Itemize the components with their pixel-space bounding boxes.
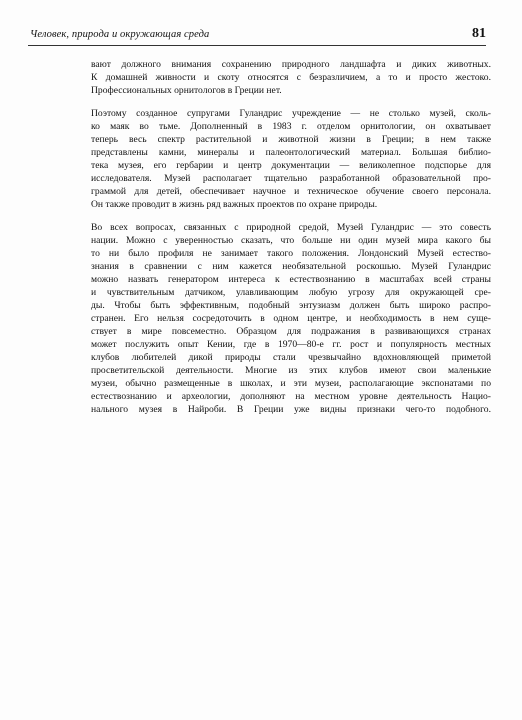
paragraph: [91, 58, 491, 97]
text-line: естествознанию и археологии, дополняют на местном уровне деятельность Нацио-: [91, 391, 491, 403]
text-line: клубов любителей дикой природы стали чрезвычайно вдохновляющей приметой: [91, 351, 491, 363]
page-number: 81: [472, 26, 486, 41]
text-line: Во всех вопросах, связанных с природной средой, Музей Гуландрис — это совесть: [91, 221, 491, 233]
paragraph: [91, 221, 491, 417]
text-line: теперь весь спектр растительной и животной жизни в Греции; в нем также: [91, 133, 491, 145]
text-line: и чувствительным датчиком, улавливающим любую угрозу для окружающей сре-: [91, 286, 491, 298]
text-line: исследователя. Музей располагает тщательно разработанной образовательной про-: [91, 172, 491, 184]
header-title: Человек, природа и окружающая среда: [30, 29, 210, 40]
text-line: Профессиональных орнитологов в Греции нет.: [91, 85, 282, 97]
text-line: тека музея, его гербарии и центр документации — великолепное подспорье для: [91, 159, 491, 171]
text-line: К домашней живности и скоту относятся с безразличием, а то и просто жестоко.: [91, 72, 491, 84]
text-line: музеи, обычно размещенные в школах, и эти музеи, располагающие экспонатами по: [91, 378, 491, 390]
text-line: ды. Чтобы быть эффективным, подобный энтузиазм должен быть широко распро-: [91, 299, 491, 311]
body-text: [91, 58, 491, 426]
text-line: то ни было профиля не занимает такого положения. Лондонский Музей естество-: [91, 247, 491, 259]
text-line: Поэтому созданное супругами Гуландрис учреждение — не столько музей, сколь-: [91, 107, 491, 119]
text-line: граммой для детей, обеспечивает научное и техническое обучение своего персонала.: [91, 185, 491, 197]
paragraph: [91, 107, 491, 211]
text-line: может послужить опыт Кении, где в 1970—80-е гг. рост и популярность местных: [91, 338, 491, 350]
text-line: странен. Его нельзя сосредоточить в одном центре, и необходимость в нем суще-: [91, 312, 491, 324]
text-line: ко маяк во тьме. Дополненный в 1983 г. отделом орнитологии, он охватывает: [91, 120, 491, 132]
text-line: знания в сравнении с ним кажется необязательной роскошью. Музей Гуландрис: [91, 260, 491, 272]
text-line: нального музея в Найроби. В Греции уже видны признаки чего-то подобного.: [91, 404, 491, 416]
text-line: просветительской деятельности. Многие из этих клубов имеют свои маленькие: [91, 365, 491, 377]
running-header: [28, 27, 486, 46]
text-line: представлены камни, минералы и палеонтологический материал. Большая библио-: [91, 146, 491, 158]
text-line: нации. Можно с уверенностью сказать, что больше ни один музей мира какого бы: [91, 234, 491, 246]
text-line: ствует в мире повсеместно. Образцом для подражания в развивающихся странах: [91, 325, 491, 337]
text-line: Он также проводит в жизнь ряд важных проектов по охране природы.: [91, 198, 378, 210]
text-line: вают должного внимания сохранению природного ландшафта и диких животных.: [91, 59, 491, 70]
text-line: можно назвать генератором интереса к естествознанию в масштабах всей страны: [91, 273, 491, 285]
